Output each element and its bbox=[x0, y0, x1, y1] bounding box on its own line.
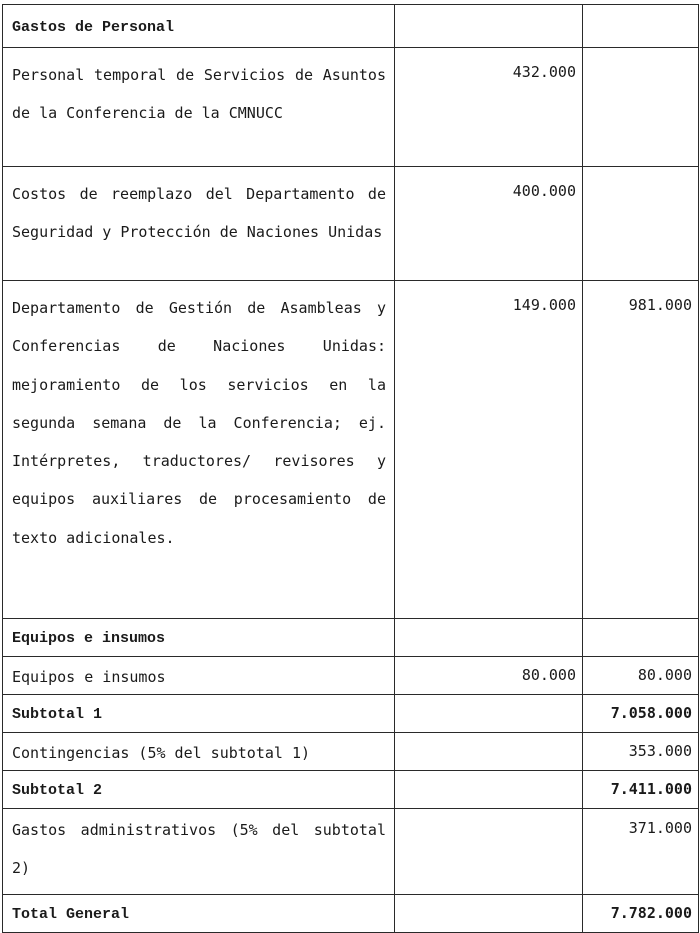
total-value: 353.000 bbox=[628, 742, 692, 760]
amount-value: 149.000 bbox=[512, 296, 576, 314]
subtotal-label: Subtotal 1 bbox=[12, 706, 103, 723]
section-heading: Gastos de Personal bbox=[12, 19, 175, 36]
table-row bbox=[3, 281, 699, 619]
amount-cell bbox=[395, 619, 583, 657]
table-row bbox=[3, 619, 699, 657]
budget-table bbox=[2, 4, 699, 933]
grand-total-label: Total General bbox=[12, 905, 130, 923]
amount-value: 400.000 bbox=[512, 182, 576, 200]
row-label: Contingencias (5% del subtotal 1) bbox=[12, 744, 311, 762]
row-label: Departamento de Gestión de Asambleas y Conferencias de Naciones Unidas: mejoramiento de los servicios en la segunda semana de la Conferencia; ej. Intérpretes, traductores/ revisores y equipos auxiliares de procesamiento de texto adicionales. bbox=[12, 299, 386, 547]
grand-total-value: 7.782.000 bbox=[610, 903, 692, 922]
row-label: Personal temporal de Servicios de Asuntos de la Conferencia de la CMNUCC bbox=[12, 66, 386, 123]
amount-cell bbox=[395, 771, 583, 809]
total-cell bbox=[583, 619, 699, 657]
amount-value: 80.000 bbox=[521, 666, 576, 684]
section-heading: Equipos e insumos bbox=[12, 630, 166, 647]
subtotal-value: 7.058.000 bbox=[610, 704, 692, 722]
table-row bbox=[3, 167, 699, 281]
amount-value: 432.000 bbox=[512, 63, 576, 81]
table-row bbox=[3, 894, 699, 932]
subtotal-value: 7.411.000 bbox=[610, 780, 692, 798]
amount-cell bbox=[395, 809, 583, 895]
subtotal-label: Subtotal 2 bbox=[12, 782, 103, 799]
total-cell bbox=[583, 5, 699, 48]
table-row bbox=[3, 809, 699, 895]
total-value: 80.000 bbox=[637, 666, 692, 684]
row-label: Equipos e insumos bbox=[12, 668, 166, 686]
amount-cell bbox=[395, 733, 583, 771]
amount-cell bbox=[395, 894, 583, 932]
total-cell bbox=[583, 48, 699, 167]
total-value: 981.000 bbox=[628, 296, 692, 314]
table-row bbox=[3, 771, 699, 809]
table-row bbox=[3, 5, 699, 48]
table-row bbox=[3, 695, 699, 733]
table-row bbox=[3, 657, 699, 695]
amount-cell bbox=[395, 5, 583, 48]
total-cell bbox=[583, 167, 699, 281]
amount-cell bbox=[395, 695, 583, 733]
table-row bbox=[3, 48, 699, 167]
total-value: 371.000 bbox=[628, 819, 692, 837]
row-label: Gastos administrativos (5% del subtotal 2) bbox=[12, 821, 386, 878]
table-row bbox=[3, 733, 699, 771]
row-label: Costos de reemplazo del Departamento de Seguridad y Protección de Naciones Unidas bbox=[12, 185, 386, 242]
